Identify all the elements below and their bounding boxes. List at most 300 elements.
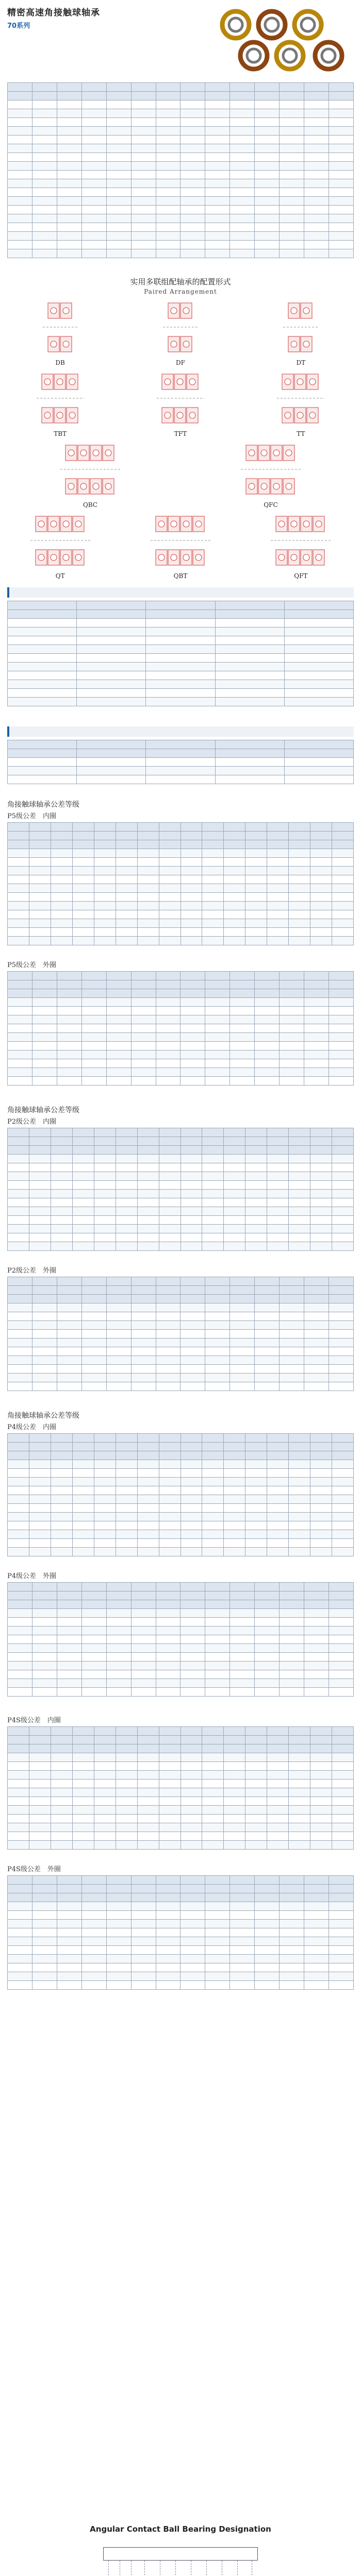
table-cell (180, 1548, 202, 1556)
preload-table (7, 601, 354, 706)
table-cell (8, 1198, 29, 1207)
table-cell (284, 740, 353, 749)
table-cell (8, 1321, 32, 1330)
table-cell (245, 1753, 267, 1762)
table-cell (245, 867, 267, 875)
intro-paragraph (7, 35, 203, 71)
table-cell (180, 840, 202, 849)
table-cell (245, 1744, 267, 1753)
table-cell (29, 928, 51, 937)
table-row (8, 1181, 354, 1190)
table-cell (116, 1190, 137, 1198)
table-cell (255, 109, 280, 118)
table-cell (329, 223, 353, 232)
table-cell (245, 1539, 267, 1548)
table-cell (280, 100, 304, 109)
table-cell (180, 1644, 205, 1653)
table-cell (245, 884, 267, 893)
table-cell (180, 197, 205, 206)
table-header-row (8, 1885, 354, 1893)
table-cell (137, 1539, 159, 1548)
table-cell (106, 1286, 131, 1295)
table-cell (106, 206, 131, 214)
table-cell (51, 1823, 72, 1832)
table-cell (224, 902, 245, 910)
table-cell (245, 1762, 267, 1771)
table-cell (94, 1233, 116, 1242)
table-header-row (8, 83, 354, 92)
table-cell (146, 758, 215, 767)
table-cell (180, 1626, 205, 1635)
table-cell (202, 1727, 224, 1736)
table-cell (116, 1486, 137, 1495)
table-cell (8, 849, 29, 858)
table-cell (289, 1495, 310, 1504)
table-cell (245, 1469, 267, 1478)
table-cell (159, 893, 180, 902)
table-cell (94, 875, 116, 884)
table-row (8, 1955, 354, 1963)
table-cell (81, 1600, 106, 1609)
table-cell (137, 884, 159, 893)
table-cell (180, 135, 205, 144)
table-cell (116, 1780, 137, 1788)
table-cell (29, 1504, 51, 1513)
table-cell (156, 144, 180, 153)
table-cell (156, 972, 180, 980)
table-cell (205, 1077, 230, 1086)
table-cell (202, 1163, 224, 1172)
table-cell (289, 1771, 310, 1780)
table-cell (255, 188, 280, 197)
table-cell (106, 989, 131, 998)
table-cell (329, 980, 353, 989)
table-cell (224, 1137, 245, 1146)
table-cell (94, 1788, 116, 1797)
table-cell (8, 1163, 29, 1172)
table-cell (230, 1644, 255, 1653)
table-cell (255, 1374, 280, 1382)
table-cell (205, 1981, 230, 1990)
table-cell (106, 1609, 131, 1618)
series-label: 70系列 (7, 22, 30, 30)
table-cell (180, 1504, 202, 1513)
table-cell (255, 1321, 280, 1330)
table-cell (310, 1478, 332, 1486)
table-cell (131, 1059, 156, 1068)
table-cell (310, 1521, 332, 1530)
table-cell (81, 1277, 106, 1286)
table-cell (180, 1609, 205, 1618)
table-cell (180, 1841, 202, 1850)
table-cell (106, 1955, 131, 1963)
table-cell (284, 767, 353, 775)
table-cell (29, 1137, 51, 1146)
table-cell (280, 1338, 304, 1347)
table-cell (81, 1042, 106, 1050)
table-cell (280, 1024, 304, 1033)
table-cell (81, 144, 106, 153)
table-cell (137, 1513, 159, 1521)
table-row (8, 1478, 354, 1486)
table-cell (146, 671, 215, 680)
table-cell (57, 1059, 81, 1068)
table-cell (224, 919, 245, 928)
table-cell (230, 1321, 255, 1330)
table-cell (310, 893, 332, 902)
table-cell (310, 1181, 332, 1190)
table-cell (205, 171, 230, 179)
table-cell (304, 153, 329, 162)
table-cell (159, 875, 180, 884)
table-cell (51, 1495, 72, 1504)
table-cell (304, 1007, 329, 1015)
table-cell (280, 1928, 304, 1937)
table-cell (131, 100, 156, 109)
table-cell (280, 1893, 304, 1902)
table-cell (224, 1146, 245, 1155)
table-cell (51, 1530, 72, 1539)
table-cell (267, 1513, 289, 1521)
table-cell (137, 1128, 159, 1137)
table-cell (29, 849, 51, 858)
table-cell (180, 1902, 205, 1911)
table-cell (32, 1618, 57, 1626)
table-cell (131, 1876, 156, 1885)
table-cell (77, 680, 146, 689)
table-cell (205, 1688, 230, 1697)
table-cell (57, 144, 81, 153)
table-cell (131, 1321, 156, 1330)
table-cell (81, 1295, 106, 1303)
table-cell (180, 1303, 205, 1312)
table-cell (29, 1797, 51, 1806)
table-cell (224, 1207, 245, 1216)
bearing-cross-section-icon (38, 300, 83, 357)
table-cell (116, 1207, 137, 1216)
table-cell (205, 92, 230, 100)
table-cell (230, 1059, 255, 1068)
table-cell (131, 1662, 156, 1670)
table-cell (116, 919, 137, 928)
dimension-table (7, 82, 354, 258)
table-cell (156, 241, 180, 249)
table-cell (8, 127, 32, 135)
table-row (8, 1521, 354, 1530)
table-cell (202, 832, 224, 840)
table-cell (304, 188, 329, 197)
table-cell (8, 823, 29, 832)
table-cell (304, 1609, 329, 1618)
table-cell (156, 100, 180, 109)
table-cell (180, 1788, 202, 1797)
table-row (8, 1068, 354, 1077)
table-cell (230, 989, 255, 998)
table-cell (255, 1955, 280, 1963)
table-row (8, 118, 354, 127)
table-cell (205, 153, 230, 162)
table-cell (180, 1513, 202, 1521)
table-cell (8, 1618, 32, 1626)
table-cell (304, 1321, 329, 1330)
table-cell (215, 767, 284, 775)
table-cell (224, 1190, 245, 1198)
table-cell (57, 1920, 81, 1928)
table-cell (57, 249, 81, 258)
table-cell (310, 1806, 332, 1815)
table-cell (32, 1338, 57, 1347)
table-cell (156, 1955, 180, 1963)
table-cell (137, 1137, 159, 1146)
table-cell (131, 998, 156, 1007)
table-cell (8, 1736, 29, 1744)
table-cell (202, 1207, 224, 1216)
table-cell (146, 767, 215, 775)
table-cell (205, 1024, 230, 1033)
table-cell (81, 1972, 106, 1981)
table-cell (156, 232, 180, 241)
table-cell (8, 1146, 29, 1155)
table-cell (310, 919, 332, 928)
table-cell (280, 1902, 304, 1911)
table-cell (255, 1286, 280, 1295)
table-cell (81, 1312, 106, 1321)
table-cell (72, 1727, 94, 1736)
table-cell (131, 1911, 156, 1920)
table-cell (280, 1591, 304, 1600)
table-cell (180, 1172, 202, 1181)
table-cell (72, 1198, 94, 1207)
table-cell (245, 840, 267, 849)
table-cell (156, 1338, 180, 1347)
table-row (8, 1338, 354, 1347)
table-cell (230, 1303, 255, 1312)
table-cell (106, 214, 131, 223)
table-cell (267, 1797, 289, 1806)
table-cell (106, 1347, 131, 1356)
table-cell (215, 749, 284, 758)
table-cell (329, 1963, 353, 1972)
table-cell (202, 1137, 224, 1146)
table-cell (94, 1823, 116, 1832)
bearing-cross-section-icon (25, 514, 95, 570)
table-cell (310, 1727, 332, 1736)
table-cell (202, 1806, 224, 1815)
table-cell (245, 849, 267, 858)
table-cell (29, 823, 51, 832)
tolerance-table (7, 1875, 354, 1990)
table-cell (267, 902, 289, 910)
table-cell (94, 1128, 116, 1137)
table-cell (32, 1893, 57, 1902)
table-cell (332, 832, 354, 840)
table-cell (289, 928, 310, 937)
table-cell (57, 1277, 81, 1286)
table-cell (156, 1876, 180, 1885)
table-cell (280, 171, 304, 179)
table-cell (205, 1618, 230, 1626)
table-cell (180, 1539, 202, 1548)
table-cell (159, 1443, 180, 1451)
table-cell (255, 1015, 280, 1024)
table-cell (8, 1347, 32, 1356)
table-cell (280, 1937, 304, 1946)
table-cell (329, 1330, 353, 1338)
table-cell (137, 902, 159, 910)
table-cell (8, 92, 32, 100)
table-cell (106, 197, 131, 206)
table-cell (8, 1338, 32, 1347)
table-cell (94, 910, 116, 919)
table-cell (215, 654, 284, 663)
table-cell (255, 1068, 280, 1077)
table-cell (137, 875, 159, 884)
table-cell (77, 689, 146, 698)
table-cell (106, 144, 131, 153)
table-cell (215, 645, 284, 654)
table-cell (29, 1823, 51, 1832)
table-cell (159, 1146, 180, 1155)
table-cell (137, 1530, 159, 1539)
table-cell (29, 1451, 51, 1460)
table-cell (29, 919, 51, 928)
table-cell (255, 144, 280, 153)
table-cell (131, 153, 156, 162)
table-cell (32, 1972, 57, 1981)
table-cell (245, 928, 267, 937)
table-cell (180, 1233, 202, 1242)
table-cell (106, 1662, 131, 1670)
table-cell (245, 1504, 267, 1513)
table-cell (106, 1679, 131, 1688)
table-cell (289, 1539, 310, 1548)
table-cell (8, 1753, 29, 1762)
table-cell (267, 1815, 289, 1823)
table-cell (159, 1788, 180, 1797)
table-cell (29, 1513, 51, 1521)
table-cell (131, 1330, 156, 1338)
table-cell (137, 1443, 159, 1451)
table-cell (267, 1443, 289, 1451)
table-cell (29, 1443, 51, 1451)
table-cell (267, 1233, 289, 1242)
table-cell (51, 1806, 72, 1815)
table-cell (77, 663, 146, 671)
table-row (8, 100, 354, 109)
table-cell (180, 1618, 205, 1626)
table-row (8, 1832, 354, 1841)
table-cell (180, 1744, 202, 1753)
table-cell (224, 884, 245, 893)
table-cell (230, 1583, 255, 1591)
table-cell (81, 1303, 106, 1312)
table-header-row (8, 1434, 354, 1443)
table-cell (32, 179, 57, 188)
table-cell (8, 1955, 32, 1963)
table-row (8, 1548, 354, 1556)
table-cell (289, 858, 310, 867)
table-cell (224, 1181, 245, 1190)
table-cell (32, 1644, 57, 1653)
table-cell (131, 1303, 156, 1312)
table-cell (245, 1172, 267, 1181)
table-cell (205, 1015, 230, 1024)
table-cell (156, 1600, 180, 1609)
table-cell (159, 1727, 180, 1736)
table-cell (32, 171, 57, 179)
table-cell (57, 998, 81, 1007)
table-cell (310, 1823, 332, 1832)
table-cell (245, 1163, 267, 1172)
table-cell (180, 1583, 205, 1591)
table-cell (156, 1033, 180, 1042)
table-cell (8, 223, 32, 232)
table-cell (8, 1893, 32, 1902)
table-cell (156, 1077, 180, 1086)
table-cell (57, 1981, 81, 1990)
table-cell (131, 1347, 156, 1356)
table-cell (156, 1662, 180, 1670)
table-cell (289, 1815, 310, 1823)
table-cell (8, 1521, 29, 1530)
table-row (8, 689, 354, 698)
table-cell (159, 1513, 180, 1521)
table-cell (94, 1771, 116, 1780)
bearing-cross-section-icon (272, 371, 330, 428)
table-cell (230, 1885, 255, 1893)
table-cell (156, 1920, 180, 1928)
table-cell (255, 1972, 280, 1981)
table-cell (230, 197, 255, 206)
table-cell (81, 1286, 106, 1295)
table-cell (215, 636, 284, 645)
table-cell (180, 1653, 205, 1662)
table-cell (106, 1653, 131, 1662)
table-cell (289, 910, 310, 919)
table-cell (51, 1841, 72, 1850)
table-header-row (8, 740, 354, 749)
table-cell (72, 1736, 94, 1744)
table-cell (310, 1504, 332, 1513)
table-cell (146, 628, 215, 636)
table-cell (51, 1744, 72, 1753)
table-cell (304, 100, 329, 109)
table-cell (72, 1137, 94, 1146)
table-cell (131, 1365, 156, 1374)
table-cell (8, 1469, 29, 1478)
table-cell (245, 937, 267, 945)
table-cell (32, 1295, 57, 1303)
table-cell (180, 1762, 202, 1771)
table-cell (156, 206, 180, 214)
table-cell (202, 1451, 224, 1460)
table-cell (180, 1312, 205, 1321)
table-cell (156, 162, 180, 171)
table-cell (81, 1981, 106, 1990)
table-cell (81, 1679, 106, 1688)
table-cell (289, 1190, 310, 1198)
table-cell (329, 998, 353, 1007)
table-row (8, 867, 354, 875)
table-cell (159, 1832, 180, 1841)
table-cell (72, 1146, 94, 1155)
table-cell (72, 893, 94, 902)
table-cell (156, 153, 180, 162)
table-cell (329, 1670, 353, 1679)
table-cell (116, 1128, 137, 1137)
table-cell (280, 1330, 304, 1338)
table-cell (8, 232, 32, 241)
